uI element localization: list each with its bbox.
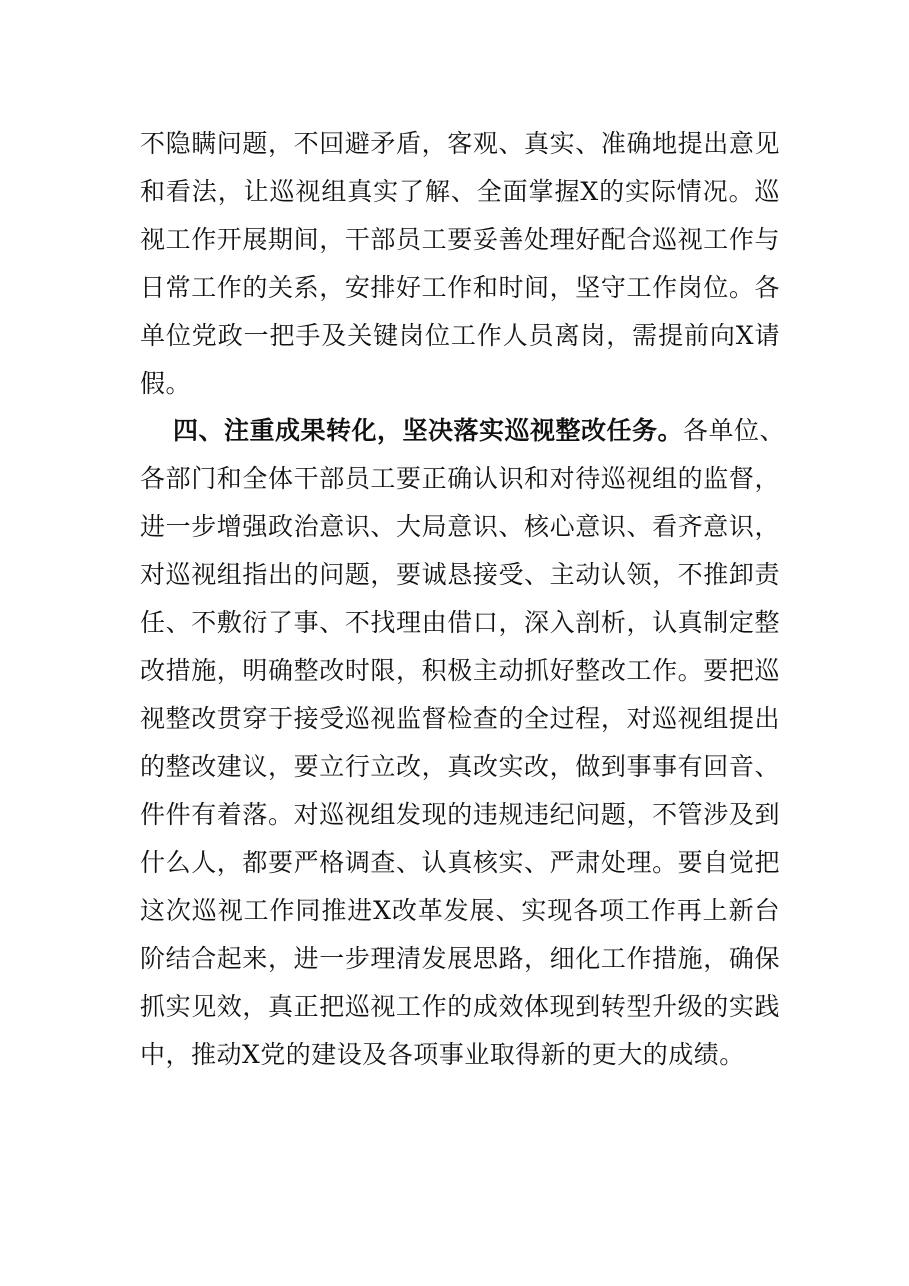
paragraph-2-line-2: 各部门和全体干部员工要正确认识和对待巡视组的监督， — [140, 464, 780, 493]
paragraph-2-first-line-rest: 各单位、 — [683, 416, 786, 445]
paragraph-2-line-10: 什么人，都要严格调查、认真核实、严肃处理。要自觉把 — [140, 848, 780, 877]
paragraph-1-line-4: 日常工作的关系，安排好工作和时间，坚守工作岗位。各 — [140, 273, 780, 302]
paragraph-1-line-5: 单位党政一把手及关键岗位工作人员离岗，需提前向X请 — [140, 321, 780, 350]
paragraph-2-line-5: 任、不敷衍了事、不找理由借口，深入剖析，认真制定整 — [140, 608, 780, 637]
paragraph-2-line-9: 件件有着落。对巡视组发现的违规违纪问题，不管涉及到 — [140, 800, 780, 829]
paragraph-2-line-8: 的整改建议，要立行立改，真改实改，做到事事有回音、 — [140, 752, 780, 781]
paragraph-2-line-3: 进一步增强政治意识、大局意识、核心意识、看齐意识， — [140, 512, 780, 541]
paragraph-2-line-6: 改措施，明确整改时限，积极主动抓好整改工作。要把巡 — [140, 656, 780, 685]
paragraph-2-line-14: 中，推动X党的建设及各项事业取得新的更大的成绩。 — [140, 1040, 745, 1069]
section-heading: 四、注重成果转化，坚决落实巡视整改任务。 — [173, 416, 684, 445]
paragraph-2-line-13: 抓实见效，真正把巡视工作的成效体现到转型升级的实践 — [140, 992, 780, 1021]
paragraph-1-line-3: 视工作开展期间，干部员工要妥善处理好配合巡视工作与 — [140, 225, 780, 254]
paragraph-2-line-12: 阶结合起来，进一步理清发展思路，细化工作措施，确保 — [140, 944, 780, 973]
paragraph-1-line-1: 不隐瞒问题，不回避矛盾，客观、真实、准确地提出意见 — [140, 129, 780, 158]
paragraph-1-line-6: 假。 — [140, 369, 192, 398]
paragraph-1-line-2: 和看法，让巡视组真实了解、全面掌握X的实际情况。巡 — [140, 177, 780, 206]
paragraph-2-line-7: 视整改贯穿于接受巡视监督检查的全过程，对巡视组提出 — [140, 704, 780, 733]
paragraph-2-line-11: 这次巡视工作同推进X改革发展、实现各项工作再上新台 — [140, 896, 780, 925]
paragraph-2-line-4: 对巡视组指出的问题，要诚恳接受、主动认领，不推卸责 — [140, 560, 780, 589]
paragraph-2-first-line — [173, 411, 786, 451]
